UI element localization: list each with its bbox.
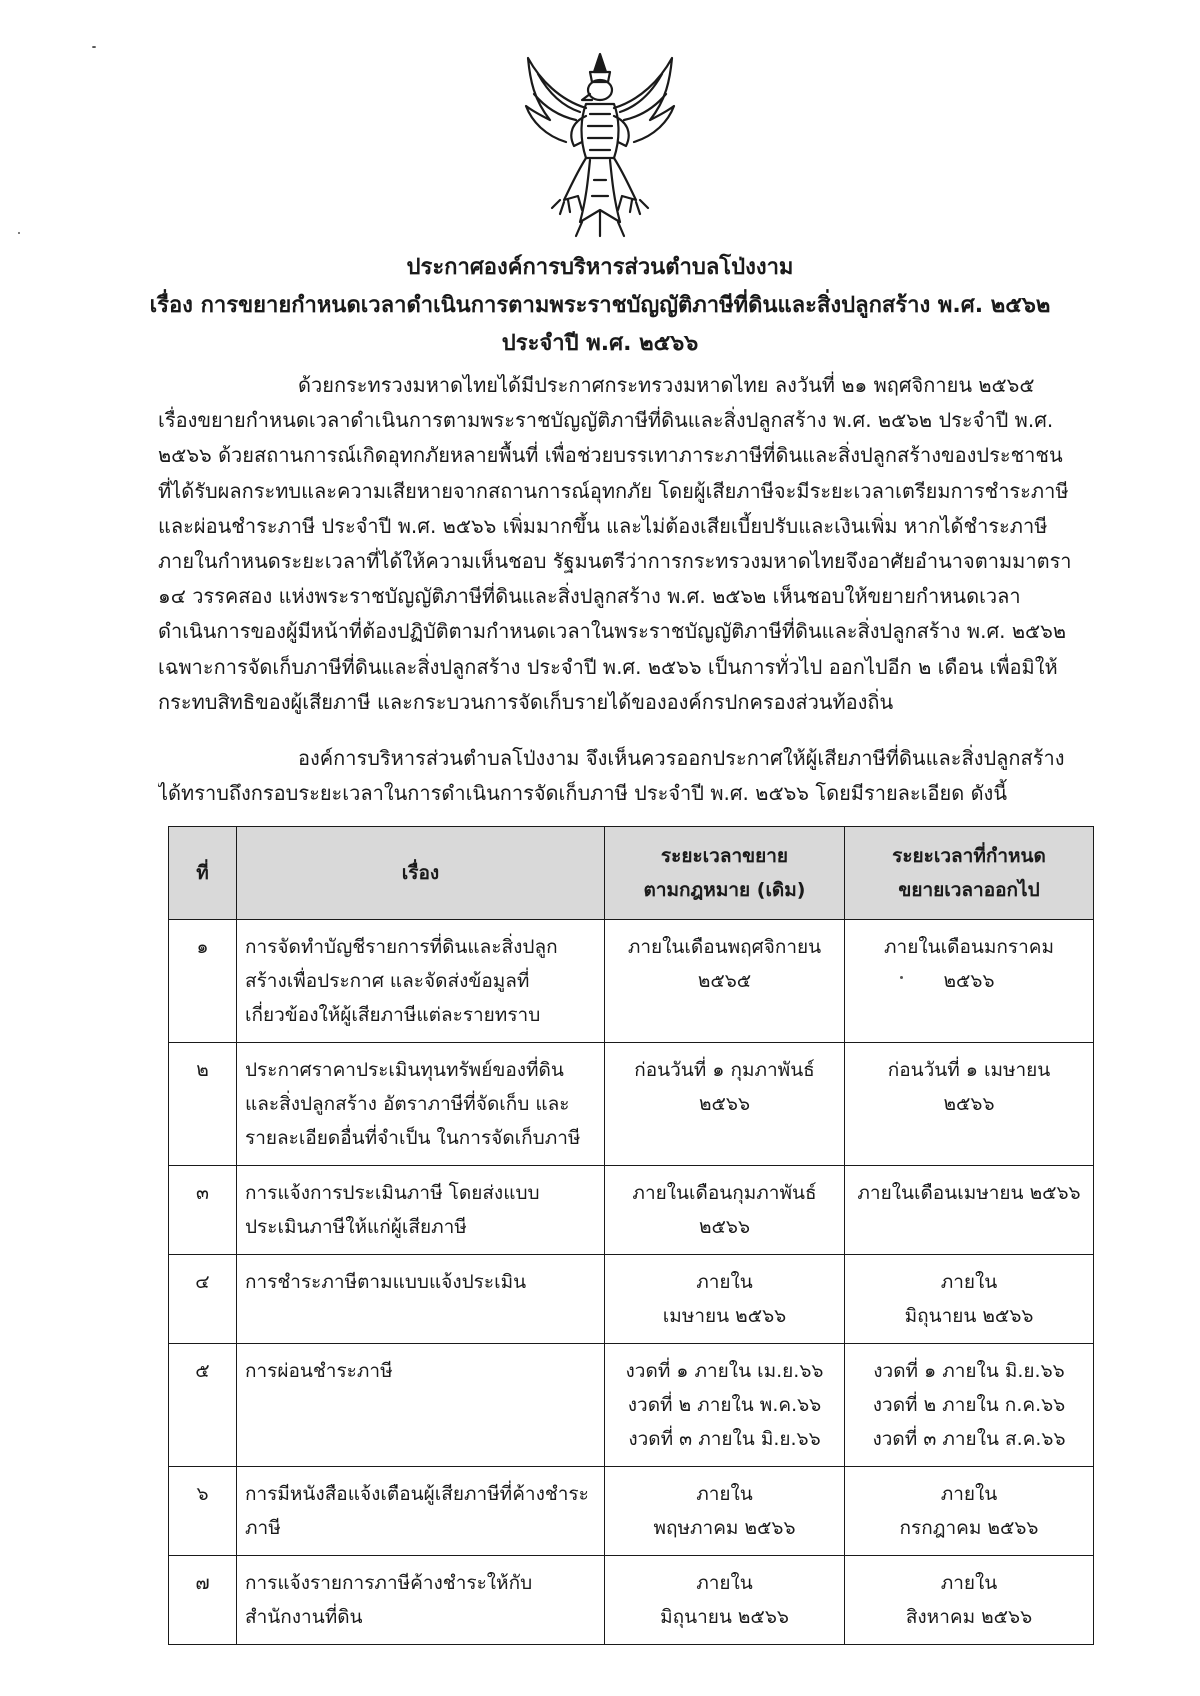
table-row: [169, 1043, 1094, 1166]
paragraph-line: องค์การบริหารส่วนตำบลโป่งงาม จึงเห็นควรออกประกาศให้ผู้เสียภาษีที่ดินและสิ่งปลูกสร้าง: [298, 746, 1065, 770]
paragraph-line: ภายในกำหนดระยะเวลาที่ได้ให้ความเห็นชอบ รัฐมนตรีว่าการกระทรวงมหาดไทยจึงอาศัยอำนาจตามมาตรา: [158, 549, 1072, 574]
row-extended-period: [845, 1166, 1094, 1255]
cell-line: ก่อนวันที่ ๑ กุมภาพันธ์: [634, 1059, 815, 1081]
scan-speck: [92, 46, 96, 48]
header-topic: เรื่อง: [237, 827, 605, 920]
row-extended-period: [845, 1043, 1094, 1166]
cell-line: เกี่ยวข้องให้ผู้เสียภาษีแต่ละรายทราบ: [245, 1004, 541, 1026]
cell-line: พฤษภาคม ๒๕๖๖: [653, 1517, 796, 1539]
cell-line: งวดที่ ๑ ภายใน เม.ย.๖๖: [625, 1360, 824, 1382]
cell-line: ๒๕๖๖: [698, 1093, 751, 1115]
cell-line: งวดที่ ๒ ภายใน ก.ค.๖๖: [872, 1394, 1066, 1416]
paragraph-line: และผ่อนชำระภาษี ประจำปี พ.ศ. ๒๕๖๖ เพิ่มมากขึ้น และไม่ต้องเสียเบี้ยปรับและเงินเพิ่ม หากได้ชำระภาษี: [158, 513, 1048, 538]
header-extended-period: [845, 827, 1094, 920]
paragraph-line: เรื่องขยายกำหนดเวลาดำเนินการตามพระราชบัญญัติภาษีที่ดินและสิ่งปลูกสร้าง พ.ศ. ๒๕๖๒ ประจำปี พ.ศ.: [158, 408, 1054, 433]
row-extended-period: [845, 1255, 1094, 1344]
announcement-title: ประกาศองค์การบริหารส่วนตำบลโป่งงาม: [406, 255, 794, 280]
table-header-row: [169, 827, 1094, 920]
cell-line: การแจ้งการประเมินภาษี โดยส่งแบบ: [245, 1182, 540, 1204]
row-topic: [237, 920, 605, 1043]
row-topic: [237, 1166, 605, 1255]
header-line: ตามกฎหมาย (เดิม): [643, 879, 806, 901]
table-row: [169, 1467, 1094, 1556]
paragraph-line: เฉพาะการจัดเก็บภาษีที่ดินและสิ่งปลูกสร้าง ประจำปี พ.ศ. ๒๕๖๖ เป็นการทั่วไป ออกไปอีก ๒ เดือน เพื่อมิให้: [158, 654, 1058, 679]
body-paragraph-1: [158, 368, 1098, 720]
cell-line: ๒๕๖๖: [943, 1093, 995, 1115]
scan-speck: [18, 232, 20, 234]
cell-line: ภายใน: [696, 1483, 753, 1505]
paragraph-line: ๑๔ วรรคสอง แห่งพระราชบัญญัติภาษีที่ดินและสิ่งปลูกสร้าง พ.ศ. ๒๕๖๒ เห็นชอบให้ขยายกำหนดเวลา: [158, 584, 1021, 609]
row-number: ๖: [169, 1467, 237, 1556]
row-original-period: [605, 1166, 845, 1255]
cell-line: ภายใน: [940, 1271, 998, 1293]
cell-line: ภายในเดือนพฤศจิกายน: [627, 936, 822, 958]
cell-line: ๒๕๖๖: [698, 1216, 751, 1238]
header-line: ระยะเวลาขยาย: [660, 845, 789, 867]
table-row: [169, 1255, 1094, 1344]
row-number: ๗: [169, 1556, 237, 1645]
row-topic: [237, 1467, 605, 1556]
row-original-period: [605, 1556, 845, 1645]
row-extended-period: [845, 920, 1094, 1043]
cell-line: การแจ้งรายการภาษีค้างชำระให้กับ: [245, 1572, 533, 1594]
cell-line: การมีหนังสือแจ้งเตือนผู้เสียภาษีที่ค้างชำระ: [245, 1483, 589, 1505]
cell-line: สิงหาคม ๒๕๖๖: [905, 1606, 1033, 1628]
cell-line: การจัดทำบัญชีรายการที่ดินและสิ่งปลูก: [245, 936, 558, 958]
paragraph-line: ด้วยกระทรวงมหาดไทยได้มีประกาศกระทรวงมหาดไทย ลงวันที่ ๒๑ พฤศจิกายน ๒๕๖๕: [298, 373, 1035, 397]
cell-line: เมษายน ๒๕๖๖: [662, 1305, 787, 1327]
header-line: ขยายเวลาออกไป: [898, 879, 1040, 901]
table-row: [169, 1344, 1094, 1467]
row-topic: [237, 1556, 605, 1645]
paragraph-line: ดำเนินการของผู้มีหน้าที่ต้องปฏิบัติตามกำหนดเวลาในพระราชบัญญัติภาษีที่ดินและสิ่งปลูกสร้าง พ.ศ. ๒๕๖๒: [158, 619, 1067, 644]
header-no: ที่: [169, 827, 237, 920]
cell-line: และสิ่งปลูกสร้าง อัตราภาษีที่จัดเก็บ และ: [245, 1093, 570, 1115]
table-row: [169, 1166, 1094, 1255]
cell-line: งวดที่ ๓ ภายใน ส.ค.๖๖: [872, 1428, 1066, 1450]
table-row: [169, 1556, 1094, 1645]
row-number: ๒: [169, 1043, 237, 1166]
cell-line: ๒๕๖๖: [943, 970, 995, 992]
announcement-year: ประจำปี พ.ศ. ๒๕๖๖: [501, 331, 699, 356]
cell-line: การผ่อนชำระภาษี: [245, 1360, 393, 1382]
row-number: ๔: [169, 1255, 237, 1344]
cell-line: กรกฎาคม ๒๕๖๖: [899, 1517, 1039, 1539]
row-number: ๕: [169, 1344, 237, 1467]
cell-line: ภายใน: [696, 1572, 753, 1594]
schedule-table: [168, 826, 1094, 1645]
cell-line: ประเมินภาษีให้แก่ผู้เสียภาษี: [245, 1216, 467, 1238]
cell-line: รายละเอียดอื่นที่จำเป็น ในการจัดเก็บภาษี: [245, 1127, 581, 1149]
row-extended-period: [845, 1556, 1094, 1645]
header-line: ระยะเวลาที่กำหนด: [892, 845, 1046, 867]
row-topic: [237, 1043, 605, 1166]
cell-line: ภายในเดือนมกราคม: [884, 936, 1054, 958]
cell-line: ภาษี: [245, 1517, 281, 1539]
cell-line: งวดที่ ๑ ภายใน มิ.ย.๖๖: [873, 1360, 1065, 1382]
cell-line: งวดที่ ๒ ภายใน พ.ค.๖๖: [627, 1394, 822, 1416]
cell-line: ภายใน: [940, 1483, 998, 1505]
cell-line: ๒๕๖๕: [697, 970, 752, 992]
body-paragraph-2: [158, 741, 1098, 811]
row-original-period: [605, 1043, 845, 1166]
row-topic: [237, 1344, 605, 1467]
row-original-period: [605, 1467, 845, 1556]
row-original-period: [605, 920, 845, 1043]
cell-line: ภายในเดือนเมษายน ๒๕๖๖: [857, 1182, 1081, 1204]
cell-line: ภายใน: [940, 1572, 998, 1594]
cell-line: ประกาศราคาประเมินทุนทรัพย์ของที่ดิน: [245, 1059, 564, 1081]
header-original-period: [605, 827, 845, 920]
cell-line: มิถุนายน ๒๕๖๖: [660, 1606, 789, 1628]
row-topic: [237, 1255, 605, 1344]
paragraph-line: ๒๕๖๖ ด้วยสถานการณ์เกิดอุทกภัยหลายพื้นที่ เพื่อช่วยบรรเทาภาระภาษีที่ดินและสิ่งปลูกสร้างของประชาชน: [158, 443, 1063, 468]
row-number: ๓: [169, 1166, 237, 1255]
cell-line: ภายในเดือนกุมภาพันธ์: [632, 1182, 817, 1204]
cell-line: งวดที่ ๓ ภายใน มิ.ย.๖๖: [628, 1428, 821, 1450]
row-extended-period: [845, 1467, 1094, 1556]
paragraph-line: กระทบสิทธิของผู้เสียภาษี และกระบวนการจัดเก็บรายได้ขององค์กรปกครองส่วนท้องถิ่น: [158, 689, 894, 714]
row-extended-period: [845, 1344, 1094, 1467]
row-number: ๑: [169, 920, 237, 1043]
announcement-subject: เรื่อง การขยายกำหนดเวลาดำเนินการตามพระราชบัญญัติภาษีที่ดินและสิ่งปลูกสร้าง พ.ศ. ๒๕๖๒: [149, 293, 1051, 318]
cell-line: มิถุนายน ๒๕๖๖: [904, 1305, 1034, 1327]
scan-speck: [900, 976, 903, 979]
cell-line: การชำระภาษีตามแบบแจ้งประเมิน: [245, 1271, 527, 1293]
cell-line: สร้างเพื่อประกาศ และจัดส่งข้อมูลที่: [245, 970, 530, 992]
row-original-period: [605, 1255, 845, 1344]
garuda-emblem-icon: [520, 50, 680, 240]
cell-line: ภายใน: [696, 1271, 753, 1293]
paragraph-line: ที่ได้รับผลกระทบและความเสียหายจากสถานการณ์อุทกภัย โดยผู้เสียภาษีจะมีระยะเวลาเตรียมการชำระภาษี: [158, 478, 1069, 503]
cell-line: ก่อนวันที่ ๑ เมษายน: [887, 1059, 1051, 1081]
table-row: [169, 920, 1094, 1043]
cell-line: สำนักงานที่ดิน: [245, 1606, 363, 1628]
row-original-period: [605, 1344, 845, 1467]
paragraph-line: ได้ทราบถึงกรอบระยะเวลาในการดำเนินการจัดเก็บภาษี ประจำปี พ.ศ. ๒๕๖๖ โดยมีรายละเอียด ดังนี้: [158, 781, 1007, 806]
